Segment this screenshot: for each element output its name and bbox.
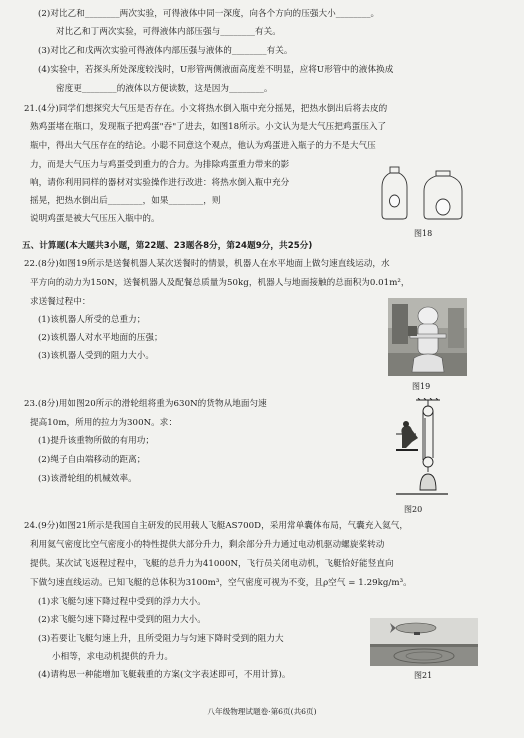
q20-part3: (3)对比乙和戊两次实验可得液体内部压强与液体的________有关。	[38, 46, 293, 56]
q21-line3: 瓶中，得出大气压存在的结论。小聪不同意这个观点，他认为鸡蛋进入瓶子的力不是大气压	[30, 141, 376, 151]
q24-line2: 利用氦气密度比空气密度小的特性提供大部分升力，剩余部分升力通过电动机驱动螺旋桨转动	[30, 540, 385, 550]
figure-18-caption: 图18	[414, 229, 433, 238]
figure-19-caption: 图19	[412, 382, 431, 391]
q20-part4-line2: 密度更________的液体以方便读数，这是因为________。	[56, 84, 273, 94]
q20-part2-line1: (2)对比乙和________两次实验，可得液体中同一深度，向各个方向的压强大小________。	[38, 9, 380, 19]
figure-21-caption: 图21	[414, 671, 433, 680]
q24-line1: 24.(9分)如图21所示是我国自主研发的民用载人飞艇AS700D，采用常单囊体布局，气囊充入氦气，	[24, 521, 409, 531]
q21-line2: 熟鸡蛋堵在瓶口，发现瓶子把鸡蛋"吞"了进去，如图18所示。小文认为是大气压把鸡蛋压入了	[30, 122, 387, 132]
section-5-heading: 五、计算题(本大题共3小题，第22题、23题各8分，第24题9分，共25分)	[22, 241, 313, 251]
q24-part1: (1)求飞艇匀速下降过程中受到的浮力大小。	[38, 597, 206, 607]
q21-line1: 21.(4分)同学们想探究大气压是否存在。小文将热水倒入瓶中充分摇晃，把热水倒出后将去皮的	[24, 104, 388, 114]
q21-line6: 摇晃，把热水倒出后________，如果________，则	[30, 196, 221, 206]
q22-part3: (3)该机器人受到的阻力大小。	[38, 351, 155, 361]
figure-21-airship-photo	[370, 618, 478, 666]
q24-line3: 提供。某次试飞返程过程中，飞艇的总升力为41000N，飞行员关闭电动机，飞艇恰好能竖直向	[30, 559, 394, 569]
q22-part2: (2)该机器人对水平地面的压强；	[38, 333, 163, 343]
q24-part2: (2)求飞艇匀速下降过程中受到的阻力大小。	[38, 615, 206, 625]
q23-part1: (1)提升该重物所做的有用功；	[38, 436, 155, 446]
q21-line4: 力，而是大气压力与鸡蛋受到重力的合力。为排除鸡蛋重力带来的影	[30, 160, 290, 170]
q23-line2: 提高10m，所用的拉力为300N。求：	[30, 418, 178, 428]
figure-20-pulley	[396, 398, 448, 500]
q22-line1: 22.(8分)如图19所示是送餐机器人某次送餐时的情景，机器人在水平地面上做匀速直线运动，水	[24, 259, 390, 269]
q24-part4: (4)请构思一种能增加飞艇载重的方案(文字表述即可，不用计算)。	[38, 670, 291, 680]
q23-part2: (2)绳子自由端移动的距离；	[38, 455, 146, 465]
q21-line7: 说明鸡蛋是被大气压压入瓶中的。	[30, 214, 160, 224]
figure-18-bottles	[376, 163, 476, 223]
figure-20-caption: 图20	[404, 505, 423, 514]
q24-line4: 下做匀速直线运动。已知飞艇的总体积为3100m³，空气密度可视为不变，且ρ空气 = 1.29kg/m³。	[30, 578, 412, 588]
figure-19-robot-photo	[388, 298, 467, 376]
page-footer: 八年级物理试题卷·第6页(共6页)	[207, 707, 317, 716]
q22-line2: 平方向的动力为150N，送餐机器人及配餐总质量为50kg，机器人与地面接触的总面积为0.01m²，	[30, 278, 410, 288]
q24-part3-line2: 小相等，求电动机提供的升力。	[52, 652, 174, 662]
q23-part3: (3)该滑轮组的机械效率。	[38, 474, 137, 484]
q21-line5: 响，请你利用同样的器材对实验操作进行改进：将热水倒入瓶中充分	[30, 178, 290, 188]
q20-part4-line1: (4)实验中，若探头所处深度较浅时，U形管两侧液面高度差不明显，应将U形管中的液体换成	[38, 65, 394, 75]
q23-line1: 23.(8分)用如图20所示的滑轮组将重为630N的货物从地面匀速	[24, 399, 267, 409]
q24-part3-line1: (3)若要让飞艇匀速上升，且所受阻力与匀速下降时受到的阻力大	[38, 634, 284, 644]
q22-line3: 求送餐过程中：	[30, 297, 91, 307]
q20-part2-line2: 对比乙和丁两次实验，可得液体内部压强与________有关。	[56, 27, 281, 37]
q22-part1: (1)该机器人所受的总重力；	[38, 315, 146, 325]
